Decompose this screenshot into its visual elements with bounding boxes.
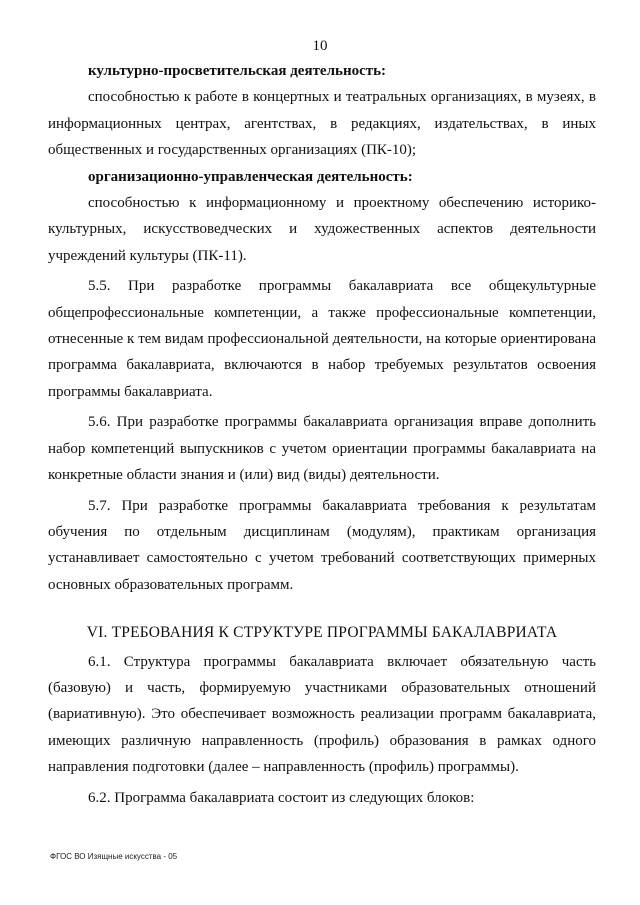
competence-pk11: способностью к информационному и проектному обеспечению историко-культурных, искусствоведческих и художественных аспектов деятельности учреждений культуры (ПК-11). (48, 195, 596, 264)
footer-document-code: ФГОС ВО Изящные искусства - 05 (50, 852, 178, 861)
page-number: 10 (312, 38, 328, 54)
document-body (48, 58, 596, 811)
section-title-vi: VI. ТРЕБОВАНИЯ К СТРУКТУРЕ ПРОГРАММЫ БАКАЛАВРИАТА (86, 624, 558, 642)
activity-heading-organizational: организационно-управленческая деятельность: (88, 168, 413, 185)
paragraph-5-5: 5.5. При разработке программы бакалавриата все общекультурные общепрофессиональные компетенции, а также профессиональные компетенции, отнесенные к тем видам профессиональной деятельности, на которые ориентирована программа бакалавриата, включаются в набор требуемых результатов освоения программы бакалавриата. (48, 278, 596, 400)
competence-pk10: способностью к работе в концертных и театральных организациях, в музеях, в информационных центрах, агентствах, в редакциях, издательствах, в иных общественных и государственных организациях (ПК-10); (48, 89, 596, 159)
paragraph-5-6: 5.6. При разработке программы бакалавриата организация вправе дополнить набор компетенций выпускников с учетом ориентации программы бакалавриата на конкретные области знания и (или) вид (виды) деятельности. (48, 414, 596, 484)
activity-heading-cultural: культурно-просветительская деятельность: (88, 63, 387, 79)
paragraph-5-7: 5.7. При разработке программы бакалавриата требования к результатам обучения по отдельным дисциплинам (модулям), практикам организация устанавливает самостоятельно с учетом требований соответствующих примерных основных образовательных программ. (48, 497, 596, 593)
paragraph-6-2: 6.2. Программа бакалавриата состоит из следующих блоков: (88, 789, 475, 806)
paragraph-6-1: 6.1. Структура программы бакалавриата включает обязательную часть (базовую) и часть, формируемую участниками образовательных отношений (вариативную). Это обеспечивает возможность реализации программ бакалавриата, имеющих различную направленность (профиль) образования в рамках одного направления подготовки (далее – направленность (профиль) программы). (48, 653, 596, 776)
